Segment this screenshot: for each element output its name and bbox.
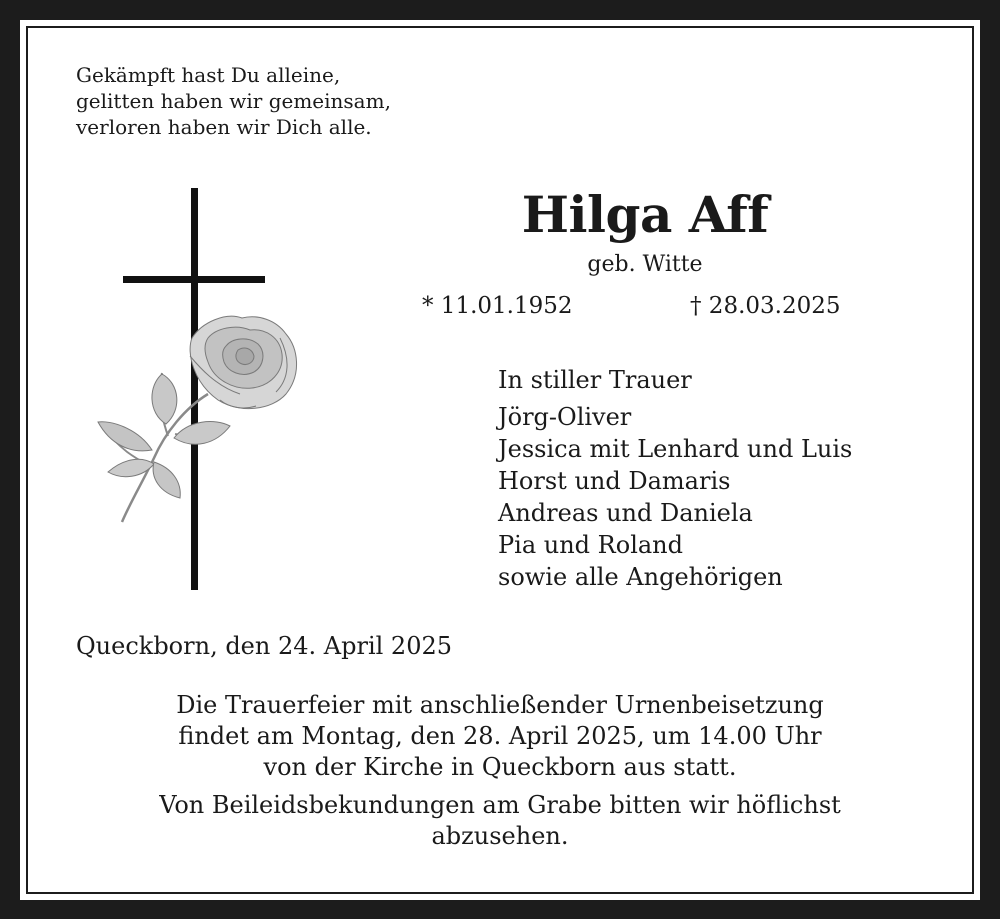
mourners-intro: In stiller Trauer	[498, 366, 692, 394]
mourner-name: Horst und Damaris	[498, 467, 731, 495]
mourners-list	[498, 364, 852, 593]
motto-verse	[76, 62, 391, 140]
condolence-request	[50, 790, 950, 852]
cross-with-rose	[90, 188, 310, 594]
request-line: abzusehen.	[431, 822, 569, 850]
mourner-name: Andreas und Daniela	[498, 499, 753, 527]
mourner-name: Jörg-Oliver	[498, 403, 632, 431]
motto-line: gelitten haben wir gemeinsam,	[76, 89, 391, 113]
request-line: Von Beileidsbekundungen am Grabe bitten wir höflichst	[159, 791, 841, 819]
motto-line: Gekämpft hast Du alleine,	[76, 63, 341, 87]
deceased-name: Hilga Aff	[521, 185, 769, 244]
ceremony-line: Die Trauerfeier mit anschließender Urnenbeisetzung	[176, 691, 824, 719]
death-date: † 28.03.2025	[690, 293, 841, 319]
maiden-name: geb. Witte	[587, 252, 703, 277]
birth-date: * 11.01.1952	[422, 293, 573, 319]
motto-line: verloren haben wir Dich alle.	[76, 115, 372, 139]
place-and-date: Queckborn, den 24. April 2025	[76, 632, 452, 660]
ceremony-line: von der Kirche in Queckborn aus statt.	[263, 753, 737, 781]
mourner-name: Pia und Roland	[498, 531, 683, 559]
ceremony-info	[50, 690, 950, 783]
ceremony-line: findet am Montag, den 28. April 2025, um 14.00 Uhr	[178, 722, 822, 750]
mourner-name: Jessica mit Lenhard und Luis	[498, 435, 853, 463]
mourner-name: sowie alle Angehörigen	[498, 563, 783, 591]
